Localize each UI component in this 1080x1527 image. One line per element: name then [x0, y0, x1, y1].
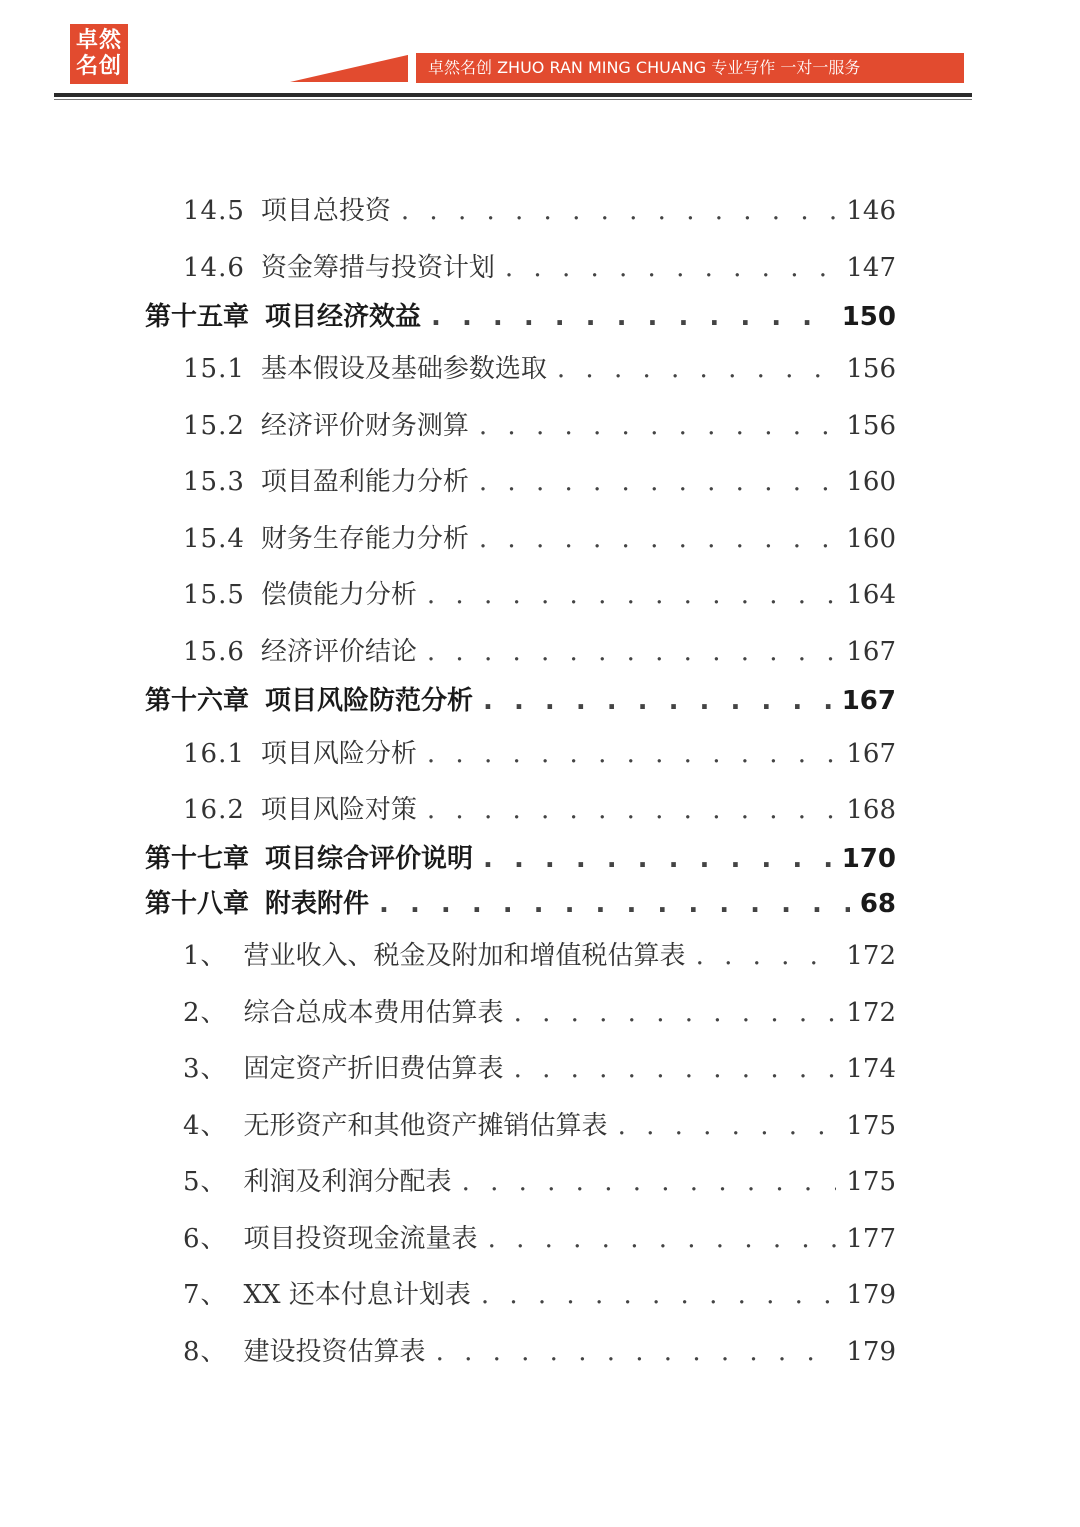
toc-row[interactable]	[183, 733, 896, 770]
toc-title: 建设投资估算表	[243, 1337, 426, 1367]
toc-page-number: 177	[846, 1224, 896, 1254]
toc-title: 经济评价结论	[260, 637, 417, 667]
toc-title: 经济评价财务测算	[260, 411, 469, 441]
header-banner: 卓然名创 ZHUO RAN MING CHUANG 专业写作 一对一服务	[416, 53, 964, 83]
toc-page-number: 160	[846, 467, 896, 497]
toc-row[interactable]	[183, 405, 896, 442]
toc-row[interactable]	[183, 1161, 896, 1198]
toc-number: 15.5	[183, 580, 245, 610]
toc-number: 3、	[183, 1054, 228, 1084]
toc-page-number: 172	[846, 941, 896, 971]
toc-title: 偿债能力分析	[260, 580, 417, 610]
toc-page-number: 164	[846, 580, 896, 610]
toc-title: 固定资产折旧费估算表	[243, 1054, 504, 1084]
toc-leader-dots	[427, 637, 836, 667]
toc-row[interactable]	[183, 461, 896, 498]
toc-leader-dots	[462, 1167, 837, 1197]
toc-page-number: 160	[846, 524, 896, 554]
toc-chapter-row[interactable]	[145, 296, 896, 333]
toc-title: 项目盈利能力分析	[260, 467, 469, 497]
toc-page-number: 167	[846, 739, 896, 769]
toc-row[interactable]	[183, 992, 896, 1029]
toc-leader-dots	[436, 1337, 837, 1367]
logo-text-line2: 名创	[75, 54, 122, 79]
toc-row[interactable]	[183, 518, 896, 555]
toc-number: 15.1	[183, 354, 245, 384]
toc-page-number: 175	[846, 1167, 896, 1197]
toc-leader-dots	[379, 889, 850, 919]
toc-leader-dots	[514, 998, 837, 1028]
toc-chapter-number: 第十八章	[145, 889, 250, 919]
toc-leader-dots	[488, 1224, 837, 1254]
logo-text-line1: 卓然	[75, 28, 122, 53]
toc-title: 利润及利润分配表	[243, 1167, 452, 1197]
toc-page-number: 168	[846, 795, 896, 825]
toc-number: 14.6	[183, 253, 245, 283]
toc-row[interactable]	[183, 247, 896, 284]
toc-row[interactable]	[183, 1048, 896, 1085]
toc-chapter-row[interactable]	[145, 680, 896, 717]
toc-row[interactable]	[183, 1218, 896, 1255]
toc-leader-dots	[479, 467, 836, 497]
toc-leader-dots	[618, 1111, 837, 1141]
toc-number: 15.3	[183, 467, 245, 497]
toc-title: 附表附件	[265, 889, 370, 919]
toc-leader-dots	[557, 354, 836, 384]
toc-title: 财务生存能力分析	[260, 524, 469, 554]
toc-title: 项目总投资	[260, 196, 391, 226]
toc-leader-dots	[505, 253, 836, 283]
toc-number: 16.1	[183, 739, 245, 769]
toc-chapter-number: 第十五章	[145, 302, 250, 332]
toc-page-number: 174	[846, 1054, 896, 1084]
toc-leader-dots	[427, 795, 836, 825]
toc-title: 项目综合评价说明	[265, 844, 474, 874]
toc-row[interactable]	[183, 935, 896, 972]
toc-row[interactable]	[183, 789, 896, 826]
toc-title: 营业收入、税金及附加和增值税估算表	[243, 941, 686, 971]
toc-page-number: 156	[846, 354, 896, 384]
toc-leader-dots	[427, 739, 836, 769]
toc-title: 资金筹措与投资计划	[260, 253, 495, 283]
toc-leader-dots	[481, 1280, 837, 1310]
toc-leader-dots	[483, 686, 832, 716]
toc-page-number: 156	[846, 411, 896, 441]
toc-title: 项目风险防范分析	[265, 686, 474, 716]
toc-leader-dots	[479, 524, 836, 554]
toc-page-number: 179	[846, 1280, 896, 1310]
toc-number: 8、	[183, 1337, 228, 1367]
toc-row[interactable]	[183, 1274, 896, 1311]
toc-page-number: 146	[846, 196, 896, 226]
toc-leader-dots	[483, 844, 832, 874]
toc-row[interactable]	[183, 190, 896, 227]
toc-chapter-row[interactable]	[145, 838, 896, 875]
toc-title: 基本假设及基础参数选取	[260, 354, 547, 384]
toc-page-number: 175	[846, 1111, 896, 1141]
toc-page-number: 167	[841, 686, 896, 716]
toc-title: 项目经济效益	[265, 302, 422, 332]
toc-page-number: 172	[846, 998, 896, 1028]
toc-leader-dots	[479, 411, 836, 441]
toc-chapter-row[interactable]	[145, 883, 896, 920]
toc-title: XX 还本付息计划表	[243, 1280, 471, 1310]
toc-number: 5、	[183, 1167, 228, 1197]
toc-number: 2、	[183, 998, 228, 1028]
toc-row[interactable]	[183, 574, 896, 611]
toc-leader-dots	[431, 302, 832, 332]
toc-page-number: 147	[846, 253, 896, 283]
toc-page-number: 179	[846, 1337, 896, 1367]
toc-number: 4、	[183, 1111, 228, 1141]
toc-number: 14.5	[183, 196, 245, 226]
toc-leader-dots	[401, 196, 836, 226]
toc-page-number: 150	[841, 302, 896, 332]
toc-page-number: 170	[841, 844, 896, 874]
toc-leader-dots	[514, 1054, 837, 1084]
toc-title: 项目风险对策	[260, 795, 417, 825]
toc-row[interactable]	[183, 1105, 896, 1142]
toc-number: 16.2	[183, 795, 245, 825]
toc-page-number: 68	[859, 889, 896, 919]
toc-title: 综合总成本费用估算表	[243, 998, 504, 1028]
toc-row[interactable]	[183, 1331, 896, 1368]
toc-leader-dots	[427, 580, 836, 610]
toc-chapter-number: 第十六章	[145, 686, 250, 716]
toc-number: 15.6	[183, 637, 245, 667]
toc-chapter-number: 第十七章	[145, 844, 250, 874]
toc-row[interactable]	[183, 631, 896, 668]
toc-title: 项目风险分析	[260, 739, 417, 769]
toc-number: 15.4	[183, 524, 245, 554]
toc-number: 7、	[183, 1280, 228, 1310]
toc-page-number: 167	[846, 637, 896, 667]
toc-title: 无形资产和其他资产摊销估算表	[243, 1111, 608, 1141]
toc-number: 1、	[183, 941, 228, 971]
toc-row[interactable]	[183, 348, 896, 385]
toc-leader-dots	[696, 941, 837, 971]
toc-number: 6、	[183, 1224, 228, 1254]
toc-number: 15.2	[183, 411, 245, 441]
toc-title: 项目投资现金流量表	[243, 1224, 478, 1254]
